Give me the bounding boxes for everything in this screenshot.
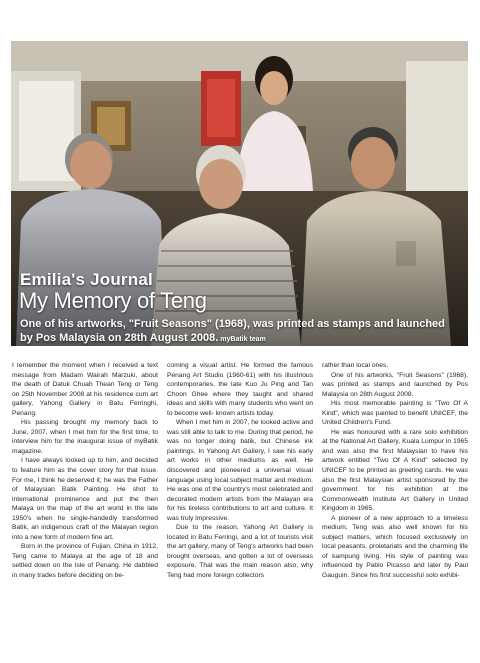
paragraph: One of his artworks, "Fruit Seasons" (1968), was printed as stamps and launched by Pos Malaysia on 28th August 2008. (322, 371, 468, 398)
paragraph: A pioneer of a new approach to a timeless medium, Teng was also well known for his subject matters, which focused exclusively on local peasants, proletariats and the charming life of kampung living. His style of painting was influenced by Pablo Picasso and later by Paul Gauguin. Since his first successful solo exhibi- (322, 514, 468, 580)
photo-credit: myBatik team (220, 336, 266, 343)
paragraph: When I met him in 2007, he looked active and was still able to talk to me. During that period, he was no longer doing batik, but Chinese ink paintings. In Yahong Art Gallery, I saw his early art works in other mediums as well. He discovered and pioneered a universal visual language using local subject matter and medium. He was one of the country's most celebrated and decorated modern artists from the Malayan era for his tireless contributions to art and culture. It was truly impressive. (167, 419, 313, 522)
paragraph: coming a visual artist. He formed the famous Penang Art Studio (1960-61) with his illustrious contemporaries, the late Kuo Ju Ping and Tan Choon Ghee where they taught and shared ideas and skills with many students who went on to become well- known artists today. (167, 362, 313, 417)
paragraph: His passing brought my memory back to June, 2007, when I met him for the first time, to interview him for the inaugural issue of myBatik magazine. (12, 419, 158, 455)
header-photo (11, 41, 468, 346)
paragraph: Due to the reason, Yahong Art Gallery is located in Batu Ferringi, and a lot of tourists visit the art gallery, many of Teng's artworks had been brought overseas, and gotten a lot of overseas exposure. That was the main reason also, why Teng had more foreign collectors (167, 524, 313, 580)
paragraph: Born in the province of Fujian, China in 1912, Teng came to Malaya at the age of 18 and settled down on the Isle of Penang. He dabbled in many trades before deciding on be- (12, 543, 158, 580)
article-column-1 (12, 361, 158, 661)
paragraph: rather than local ones. (322, 362, 389, 369)
paragraph: I have always looked up to him, and decided to feature him as the cover story for that issue. For me, I think he deserved it; he was the Father of Malaysian Batik Painting. He shot to international prominence and put the then Malaya on the map of the art world in the late 1950's when he single-handedly transformed Batik, an indigenous craft of the Malayan region into a new form of modern fine art. (12, 457, 158, 541)
article-body (12, 361, 468, 661)
caption-text: One of his artworks, "Fruit Seasons" (1968), was printed as stamps and launched by Pos Malaysia on 28th August 2008. (20, 318, 445, 344)
journal-kicker: Emilia's Journal (20, 270, 153, 289)
article-column-2 (167, 361, 313, 661)
article-column-3 (322, 361, 468, 661)
paragraph: I remember the moment when I received a text message from Madam Wairah Marzuki, about the death of Datuk Chuah Thean Teng or Teng on 25th November 2008 at his residence cum art gallery, Yahong Gallery in Batu Ferringhi, Penang. (12, 362, 158, 417)
photo-caption (20, 317, 460, 346)
paragraph: He was honoured with a rare solo exhibition at the National Art Gallery, Kuala Lumpur in 1965 and was also the first Malaysian to have his artwork entitled "Two Of A Kind" selected by UNICEF to be printed as greeting cards. He was also the first Malaysian artist sponsored by the government for his exhibition at the Commonwealth Institute Art Gallery in United Kingdom in 1965. (322, 428, 468, 513)
paragraph: His most memorable painting is "Two Of A Kind", which was painted to benefit UNICEF, the United Children's Fund. (322, 400, 468, 427)
article-title: My Memory of Teng (19, 288, 207, 313)
